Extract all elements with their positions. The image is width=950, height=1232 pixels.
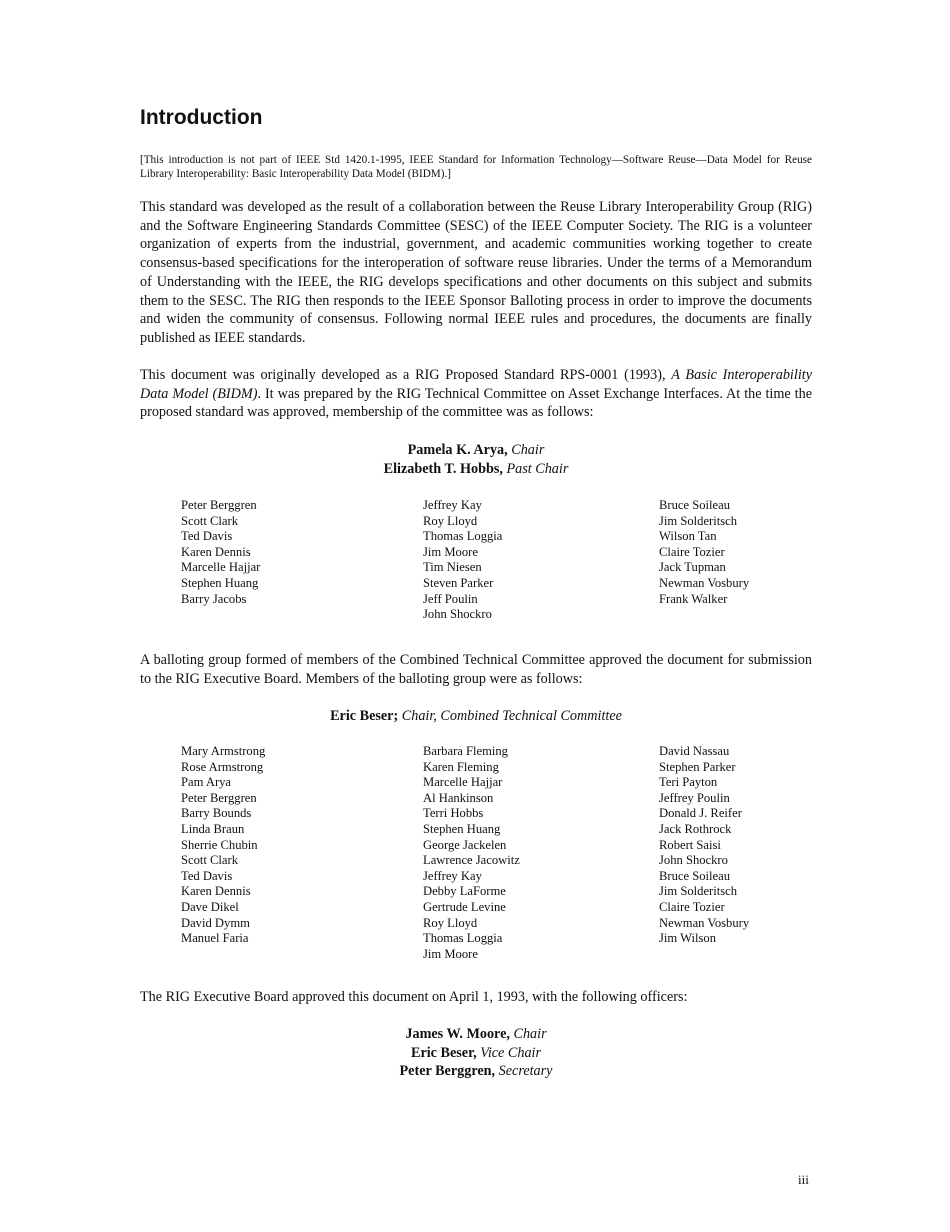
member-name: Roy Lloyd — [423, 915, 478, 930]
member-name: Jim Moore — [423, 544, 478, 559]
officer-name: Pamela K. Arya, — [407, 442, 508, 458]
member-name: Ted Davis — [181, 868, 233, 883]
member-name: Jim Solderitsch — [659, 884, 738, 899]
board-officers — [140, 1025, 812, 1081]
member-name: Rose Armstrong — [181, 759, 264, 774]
paragraph-collaboration: This standard was developed as the result of a collaboration between the Reuse Library Interoperability Group (RIG) and the Software Engineering Standards Committee (SESC) of the IEEE Computer Society. The RIG is a volunteer organization of experts from the industrial, government, and academic communities working together to create consensus-based specifications for the interoperation of software reuse libraries. Under the terms of a Memorandum of Understanding with the IEEE, the RIG develops specifications and other documents on this subject and submits them to the SESC. The RIG then responds to the IEEE Sponsor Balloting process in order to improve the documents and widen the community of consensus. Following normal IEEE rules and procedures, the documents are finally published as IEEE standards. — [140, 199, 812, 346]
member-name: Roy Lloyd — [423, 513, 478, 528]
member-name: Peter Berggren — [181, 498, 257, 512]
member-name: Manuel Faria — [181, 931, 249, 946]
member-name: Al Hankinson — [423, 790, 494, 805]
paragraph-origin-after: . It was prepared by the RIG Technical Committee on Asset Exchange Interfaces. At the time the proposed standard was approved, membership of the committee was as follows: — [140, 385, 812, 421]
member-name: Ted Davis — [181, 529, 233, 544]
ballot-chair — [140, 707, 812, 726]
paragraph-board-approval: The RIG Executive Board approved this document on April 1, 1993, with the following officers: — [140, 989, 688, 1005]
member-name: Jim Wilson — [659, 931, 716, 946]
officer-line — [140, 441, 812, 460]
member-name: Jim Moore — [423, 946, 478, 961]
member-name: Steven Parker — [423, 575, 494, 590]
ballot-column-2 — [423, 744, 520, 962]
member-name: Stephen Huang — [423, 821, 501, 836]
member-name: Jim Solderitsch — [659, 513, 738, 528]
member-name: Terri Hobbs — [423, 806, 484, 821]
officer-role: Secretary — [498, 1063, 553, 1080]
officer-name: Eric Beser, — [410, 1044, 477, 1061]
member-name: Claire Tozier — [659, 544, 725, 559]
officer-name: Eric Beser; — [330, 708, 399, 724]
officer-role: Chair, Combined Technical Committee — [401, 708, 622, 724]
member-name: Karen Dennis — [181, 544, 251, 559]
ballot-column-1 — [181, 744, 265, 947]
member-name: Thomas Loggia — [423, 931, 503, 946]
member-name: Barry Bounds — [181, 806, 252, 821]
officer-name: Elizabeth T. Hobbs, — [383, 460, 503, 477]
member-name: Frank Walker — [659, 591, 728, 606]
member-name: Marcelle Hajjar — [423, 775, 503, 790]
member-name: Pam Arya — [181, 775, 232, 790]
member-name: Newman Vosbury — [659, 575, 750, 590]
member-name: Dave Dikel — [181, 899, 239, 914]
paragraph-origin — [140, 366, 812, 422]
paragraph-origin-before: This document was originally developed as a RIG Proposed Standard RPS-0001 (1993), — [140, 367, 672, 383]
member-name: Lawrence Jacowitz — [423, 853, 520, 868]
member-name: David Dymm — [181, 915, 250, 930]
member-name: Peter Berggren — [181, 790, 257, 805]
member-name: Sherrie Chubin — [181, 837, 258, 852]
officer-name: Peter Berggren, — [399, 1063, 496, 1080]
member-name: Scott Clark — [181, 853, 239, 868]
member-name: Jeffrey Kay — [423, 498, 482, 512]
member-name: Donald J. Reifer — [659, 806, 742, 821]
member-name: Claire Tozier — [659, 899, 725, 914]
member-name: John Shockro — [423, 607, 492, 622]
committee-column-1 — [181, 498, 260, 607]
member-name: Jack Tupman — [659, 560, 726, 575]
member-name: Bruce Soileau — [659, 868, 730, 883]
introduction-note: [This introduction is not part of IEEE Std 1420.1-1995, IEEE Standard for Information Technology—Software Reuse—Data Model for Reuse Library Interoperability: Basic Interoperability Data Model (BIDM).] — [140, 154, 812, 180]
committee-column-2 — [423, 498, 502, 623]
member-name: Tim Niesen — [423, 560, 482, 575]
member-name: Newman Vosbury — [659, 915, 750, 930]
member-name: Scott Clark — [181, 513, 239, 528]
committee-officers — [140, 441, 812, 478]
member-name: Karen Dennis — [181, 884, 251, 899]
member-name: John Shockro — [659, 853, 728, 868]
member-name: David Nassau — [659, 744, 730, 758]
member-name: Jeff Poulin — [423, 591, 478, 606]
member-name: Linda Braun — [181, 821, 245, 836]
officer-line — [140, 1025, 812, 1044]
member-name: Bruce Soileau — [659, 498, 730, 512]
member-name: Jeffrey Poulin — [659, 790, 730, 805]
bidm-title: A Basic Interoperability Data Model (BIDM) — [140, 367, 812, 402]
officer-role: Chair — [513, 1026, 547, 1042]
member-name: Teri Payton — [659, 775, 718, 790]
officer-name: James W. Moore, — [405, 1026, 510, 1042]
officer-role: Chair — [511, 442, 545, 458]
officer-line — [140, 707, 812, 726]
member-name: Marcelle Hajjar — [181, 560, 261, 575]
officer-line — [140, 1062, 812, 1081]
paragraph-balloting: A balloting group formed of members of the Combined Technical Committee approved the document for submission to the RIG Executive Board. Members of the balloting group were as follows: — [140, 652, 812, 687]
member-name: Karen Fleming — [423, 759, 499, 774]
member-name: Jack Rothrock — [659, 821, 732, 836]
member-name: Wilson Tan — [659, 529, 717, 544]
member-name: Thomas Loggia — [423, 529, 503, 544]
member-name: Robert Saisi — [659, 837, 721, 852]
member-name: Barbara Fleming — [423, 744, 508, 758]
member-name: Barry Jacobs — [181, 591, 247, 606]
officer-line — [140, 460, 812, 479]
page-number: iii — [798, 1172, 809, 1187]
officer-role: Vice Chair — [480, 1044, 542, 1061]
member-name: Stephen Parker — [659, 759, 736, 774]
ballot-column-3 — [659, 744, 749, 947]
member-name: Mary Armstrong — [181, 744, 266, 758]
member-name: Gertrude Levine — [423, 899, 506, 914]
page-title: Introduction — [140, 106, 263, 129]
officer-line — [140, 1044, 812, 1063]
member-name: Jeffrey Kay — [423, 868, 482, 883]
committee-column-3 — [659, 498, 749, 607]
member-name: Debby LaForme — [423, 884, 506, 899]
member-name: George Jackelen — [423, 837, 507, 852]
member-name: Stephen Huang — [181, 575, 259, 590]
officer-role: Past Chair — [506, 460, 569, 477]
